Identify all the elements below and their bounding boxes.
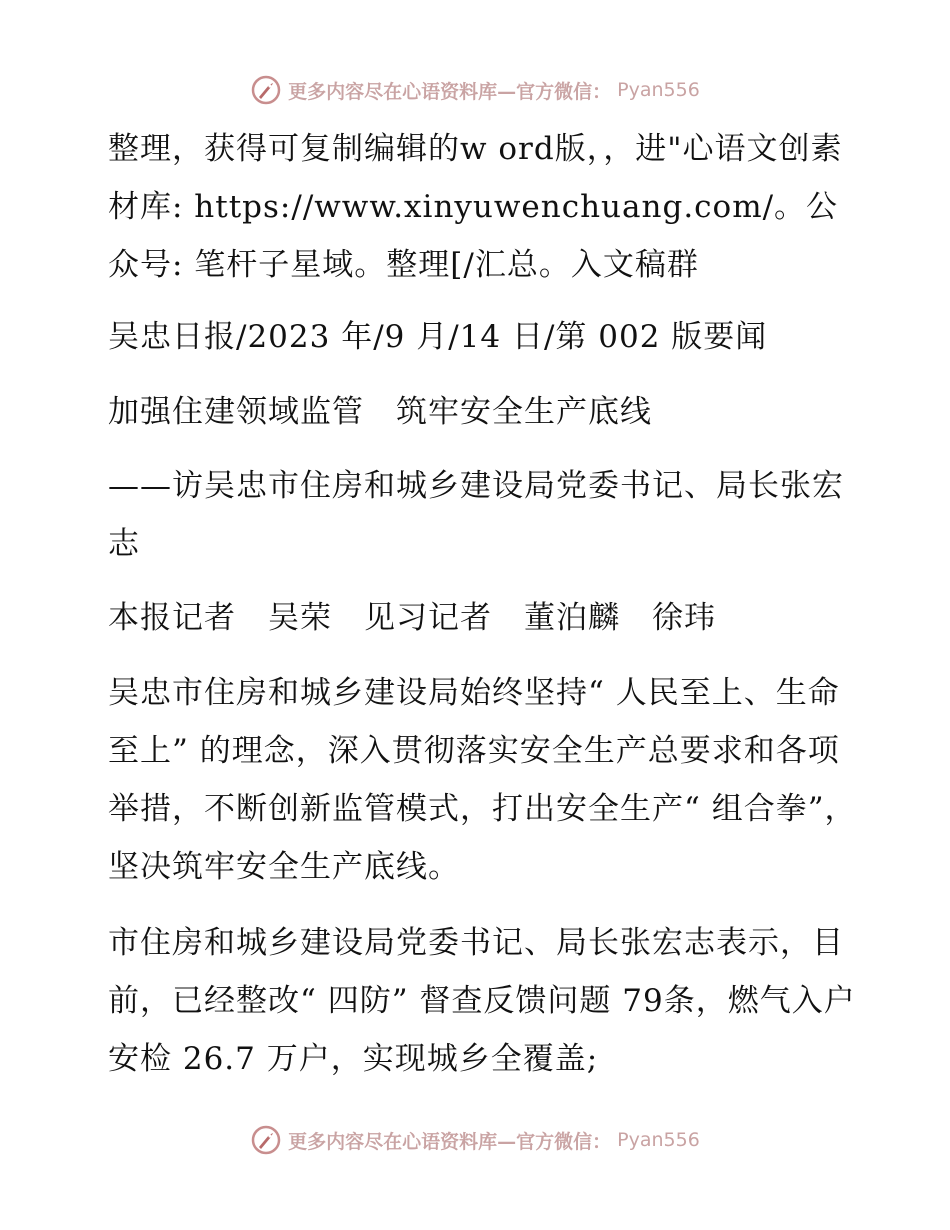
body-paragraph: 市住房和城乡建设局党委书记、局长张宏志表示，目前，已经整改“ 四防” 督查反馈问题 79条，燃气入户安检 26.7 万户，实现城乡全覆盖; [108,925,856,1077]
pen-tip-logo-icon [250,1124,282,1156]
watermark-promo-text: 更多内容尽在心语资料库—官方微信： [288,1130,612,1153]
article-headline: 加强住建领域监管 筑牢安全生产底线 [108,394,652,430]
byline: 本报记者 吴荣 见习记者 董泊麟 徐玮 [108,600,716,636]
dateline: 吴忠日报/2023 年/9 月/14 日/第 002 版要闻 [108,319,768,355]
body-paragraph: 吴忠市住房和城乡建设局始终坚持“ 人民至上、生命至上” 的理念，深入贯彻落实安全生产总要求和各项举措，不断创新监管模式，打出安全生产“ 组合拳”，坚决筑牢安全生产底线。 [108,675,857,885]
header-watermark [0,72,950,108]
intro-text: 整理，获得可复制编辑的w ord版，，进"心语文创素材库: https://www.xinyuwenchuang.com/。公众号: 笔杆子星域。整理[/汇总。入文稿群 [108,131,843,283]
watermark-promo-text: 更多内容尽在心语资料库—官方微信： [288,80,612,103]
article-subheadline: ——访吴忠市住房和城乡建设局党委书记、局长张宏志 [108,468,844,562]
pen-tip-logo-icon [250,74,282,106]
watermark-wechat-id: Pyan556 [617,79,700,101]
watermark-wechat-id: Pyan556 [617,1129,700,1151]
footer-watermark [0,1122,950,1158]
